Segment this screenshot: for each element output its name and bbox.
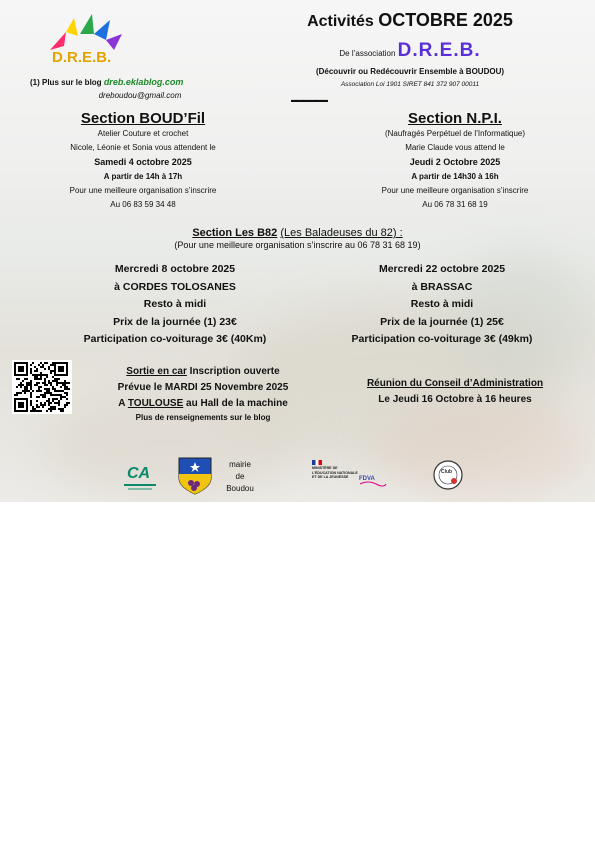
- boudou-coat-of-arms: [177, 456, 213, 496]
- sortie-more: Plus de renseignements sur le blog: [135, 413, 271, 422]
- section-time: A partir de 14h30 à 16h: [411, 172, 499, 181]
- section-phone: Au 06 78 31 68 19: [422, 200, 488, 209]
- section-time: A partir de 14h à 17h: [103, 172, 183, 181]
- sortie-title: [88, 364, 318, 380]
- page-title: [280, 10, 540, 31]
- mairie-line: Boudou: [226, 484, 254, 493]
- sortie-place-prefix: A: [118, 398, 126, 409]
- section-line: Nicole, Léonie et Sonia vous attendent le: [70, 143, 216, 152]
- section-npi: [355, 110, 555, 212]
- dreb-logo: [44, 10, 124, 80]
- assoc-line: [300, 40, 520, 62]
- fdva-lettering: FDVA: [359, 476, 375, 482]
- section-title: Section N.P.I.: [408, 110, 502, 127]
- section-note: Pour une meilleure organisation s’inscrire: [381, 186, 529, 195]
- sortie-place: [88, 396, 318, 412]
- club-logo: [432, 459, 464, 491]
- email-link[interactable]: dreboudou@gmail.com: [98, 91, 182, 100]
- outing-place: à BRASSAC: [411, 280, 473, 293]
- background-haze: [380, 400, 590, 500]
- club-lettering: Club: [441, 469, 453, 475]
- reunion-title: Réunion du Conseil d’Administration: [366, 378, 544, 389]
- sortie-block: [88, 364, 318, 424]
- sortie-title-underlined: Sortie en car: [126, 366, 187, 377]
- b82-title-paren: (Les Baladeuses du 82) :: [280, 227, 403, 239]
- section-line: (Naufragés Perpétuel de l’Informatique): [384, 129, 526, 138]
- outing-price: Prix de la journée (1) 25€: [380, 315, 504, 328]
- section-phone: Au 06 83 59 34 48: [110, 200, 176, 209]
- sortie-city: TOULOUSE: [127, 398, 184, 409]
- section-title: Section BOUD’Fil: [80, 110, 206, 127]
- outing-carpool: Participation co-voiturage 3€ (49km): [351, 333, 533, 345]
- section-line: Atelier Couture et crochet: [97, 129, 189, 138]
- sortie-place-rest: au Hall de la machine: [186, 398, 288, 409]
- ministere-logo: [312, 460, 360, 480]
- outing-meal: Resto à midi: [143, 298, 207, 310]
- blog-prefix: (1) Plus sur le blog: [30, 78, 102, 87]
- divider: ▬▬▬▬▬▬: [291, 97, 327, 104]
- reunion-block: [335, 376, 575, 408]
- svg-text:CA: CA: [127, 465, 151, 482]
- outing-date: Mercredi 8 octobre 2025: [114, 263, 236, 275]
- outing-meal: Resto à midi: [410, 298, 474, 310]
- ministere-text: MINISTÈRE DE L’ÉDUCATION NATIONALE ET DE LA JEUNESSE: [312, 466, 358, 480]
- credit-agricole-logo: [122, 460, 158, 494]
- reunion-date: Le Jeudi 16 Octobre à 16 heures: [378, 394, 532, 405]
- outing-left: [65, 261, 285, 349]
- b82-title-main: Section Les B82: [192, 227, 278, 239]
- qr-code[interactable]: [12, 360, 72, 414]
- outing-price: Prix de la journée (1) 23€: [113, 315, 237, 328]
- outing-place: à CORDES TOLOSANES: [114, 280, 236, 293]
- assoc-explanation: (Découvrir ou Redécouvrir Ensemble à BOUDOU): [315, 67, 505, 76]
- outing-right: [332, 261, 552, 349]
- blog-link[interactable]: dreb.eklablog.com: [103, 77, 184, 87]
- title-prefix: Activités: [307, 13, 374, 30]
- fdva-logo: [358, 472, 388, 488]
- mairie-label: [214, 459, 266, 495]
- assoc-name: D.R.E.B.: [397, 40, 481, 61]
- blog-line: [30, 77, 230, 87]
- section-date: Samedi 4 octobre 2025: [94, 157, 192, 167]
- title-month: OCTOBRE 2025: [378, 10, 513, 30]
- section-title: [25, 227, 570, 239]
- mairie-line: de: [235, 472, 245, 481]
- assoc-prefix: De l’association: [339, 49, 396, 58]
- section-b82: [25, 227, 570, 345]
- section-note: Pour une meilleure organisation s’inscrire: [69, 186, 217, 195]
- section-boudfil: [28, 110, 258, 212]
- assoc-legal: Association Loi 1901 SIRET 841 372 907 00011: [340, 81, 480, 88]
- outing-date: Mercredi 22 octobre 2025: [378, 263, 506, 275]
- outing-carpool: Participation co-voiturage 3€ (40Km): [83, 333, 267, 345]
- section-date: Jeudi 2 Octobre 2025: [409, 157, 501, 167]
- marianne-flag-icon: [312, 460, 322, 465]
- b82-note: (Pour une meilleure organisation s’inscrire au 06 78 31 68 19): [174, 240, 421, 250]
- mairie-line: mairie: [229, 460, 251, 469]
- section-line: Marie Claude vous attend le: [405, 143, 505, 152]
- sortie-title-rest: Inscription ouverte: [189, 366, 280, 377]
- sortie-date: Prévue le MARDI 25 Novembre 2025: [117, 382, 289, 393]
- logo-lettering: D.R.E.B.: [52, 49, 112, 66]
